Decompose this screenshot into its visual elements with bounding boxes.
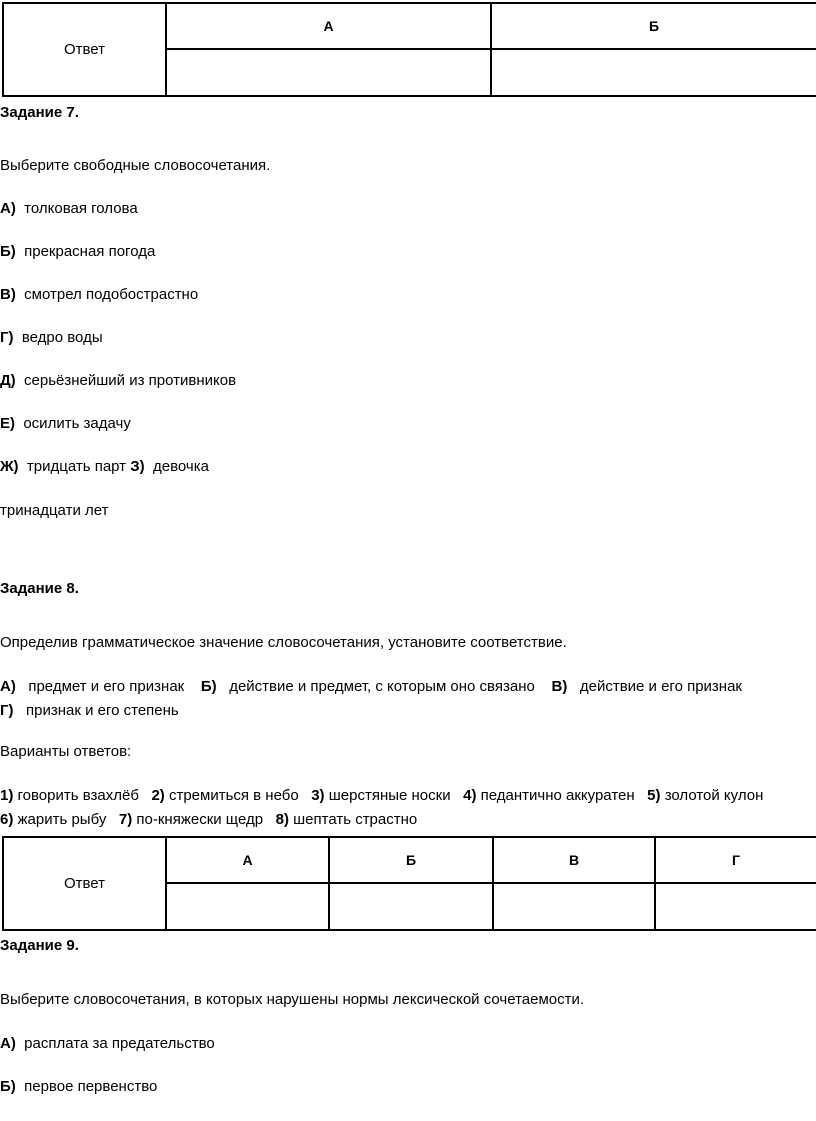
task9-option-b: Б) первое первенство <box>0 1078 158 1095</box>
answer-cell-b[interactable] <box>329 883 493 930</box>
task8-prompt: Определив грамматическое значение словосочетания, установите соответствие. <box>0 634 567 651</box>
answer-cell-a[interactable] <box>166 883 329 930</box>
task9-option-a: А) расплата за предательство <box>0 1035 215 1052</box>
answer-cell-g[interactable] <box>655 883 816 930</box>
task7-continuation: тринадцати лет <box>0 502 109 519</box>
task8-options-line2: Г) признак и его степень <box>0 702 179 719</box>
task7-option-d: Д) серьёзнейший из противников <box>0 372 237 389</box>
task7-title: Задание 7. <box>0 104 79 121</box>
task7-option-g: Г) ведро воды <box>0 329 103 346</box>
task7-option-b: Б) прекрасная погода <box>0 243 156 260</box>
answer-table-2 <box>2 836 816 931</box>
answer-cell-a[interactable] <box>166 49 491 96</box>
task7-option-e: Е) осилить задачу <box>0 415 131 432</box>
task7-option-a: А) толковая голова <box>0 200 138 217</box>
task8-title: Задание 8. <box>0 580 79 597</box>
task8-variants-line2: 6) жарить рыбу 7) по-княжески щедр 8) шептать страстно <box>0 811 418 828</box>
answer-label: Ответ <box>3 837 166 930</box>
answer-label: Ответ <box>3 3 166 96</box>
answer-table-1 <box>2 2 816 97</box>
task8-variants-label: Варианты ответов: <box>0 743 132 760</box>
answer-cell-b[interactable] <box>491 49 816 96</box>
answer-header-b: Б <box>329 837 493 883</box>
task7-option-v: В) смотрел подобострастно <box>0 286 199 303</box>
answer-header-v: В <box>493 837 655 883</box>
task7-prompt: Выберите свободные словосочетания. <box>0 157 271 174</box>
task7-option-zh-z: Ж) тридцать парт З) девочка <box>0 458 209 475</box>
answer-header-a: А <box>166 837 329 883</box>
answer-header-a: А <box>166 3 491 49</box>
answer-header-b: Б <box>491 3 816 49</box>
task8-variants-line1: 1) говорить взахлёб 2) стремиться в небо 3) шерстяные носки 4) педантично аккуратен 5) золотой кулон <box>0 787 764 804</box>
answer-cell-v[interactable] <box>493 883 655 930</box>
answer-header-g: Г <box>655 837 816 883</box>
task9-prompt: Выберите словосочетания, в которых нарушены нормы лексической сочетаемости. <box>0 991 585 1008</box>
task9-title: Задание 9. <box>0 937 79 954</box>
task8-options-line1: А) предмет и его признак Б) действие и предмет, с которым оно связано В) действие и его признак <box>0 678 742 695</box>
